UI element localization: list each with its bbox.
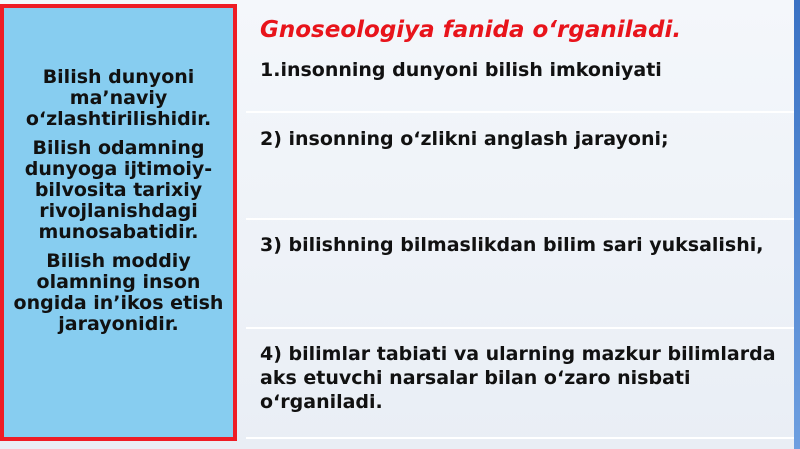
- definition-paragraph: Bilish dunyoni ma’naviy o‘zlashtirilishidir.: [25, 65, 212, 130]
- topic-row: [246, 0, 800, 113]
- topic-row: [246, 113, 800, 220]
- accent-strip: [794, 0, 800, 449]
- topic-item: 4) bilimlar tabiati va ularning mazkur bilimlarda aks etuvchi narsalar bilan o‘zaro nisbati o‘rganiladi.: [260, 343, 776, 413]
- topics-panel: [246, 0, 800, 449]
- definition-paragraph: Bilish moddiy olamning inson ongida in’ikos etish jarayonidir.: [13, 249, 224, 335]
- topic-item: 3) bilishning bilmaslikdan bilim sari yuksalishi,: [260, 234, 764, 256]
- topic-item: 1.insonning dunyoni bilish imkoniyati: [260, 59, 662, 81]
- topic-item: 2) insonning o‘zlikni anglash jarayoni;: [260, 128, 669, 150]
- topic-row: [246, 329, 800, 439]
- topic-row: [246, 220, 800, 329]
- definition-paragraph: Bilish odamning dunyoga ijtimoiy-bilvosita tarixiy rivojlanishdagi munosabatidir.: [24, 136, 213, 243]
- definitions-box: [0, 4, 237, 441]
- topics-heading: Gnoseologiya fanida o‘rganiladi.: [260, 17, 682, 43]
